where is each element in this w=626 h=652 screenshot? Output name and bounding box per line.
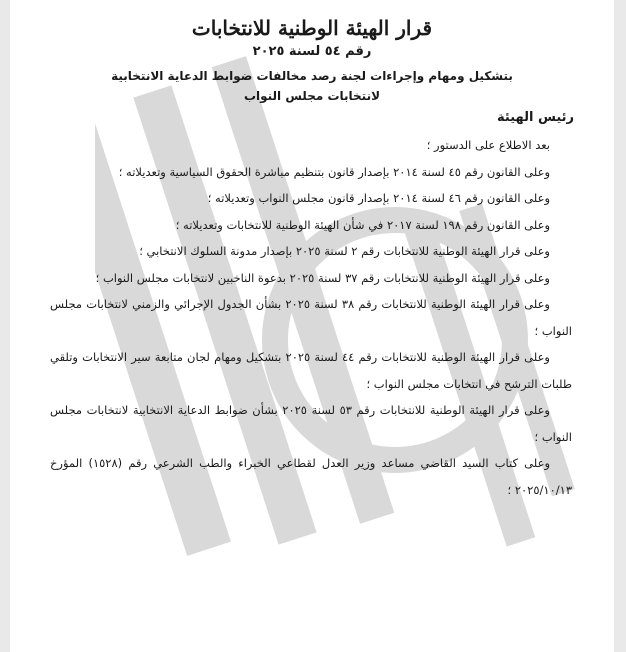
recital-item: وعلى كتاب السيد القاضي مساعد وزير العدل لقطاعي الخبراء والطب الشرعي رقم (١٥٢٨) المؤرخ ٢٠٢٥/١٠/١٣ ؛ — [50, 456, 572, 497]
recital-item: وعلى قرار الهيئة الوطنية للانتخابات رقم ٣٨ لسنة ٢٠٢٥ بشأن الجدول الإجرائي والزمني لانتخابات مجلس النواب ؛ — [50, 297, 572, 338]
subject-line-2: لانتخابات مجلس النواب — [243, 89, 381, 103]
decree-subject — [32, 66, 592, 106]
recital-item: وعلى قرار الهيئة الوطنية للانتخابات رقم ٤٤ لسنة ٢٠٢٥ بتشكيل ومهام لجان متابعة سير الانتخابات وتلقي طلبات الترشح في انتخابات مجلس النواب ؛ — [50, 350, 572, 391]
decree-title: قرار الهيئة الوطنية للانتخابات — [191, 16, 433, 40]
recital-item: وعلى القانون رقم ٤٦ لسنة ٢٠١٤ بإصدار قانون مجلس النواب وتعديلاته ؛ — [207, 191, 550, 205]
recital-item: وعلى القانون رقم ١٩٨ لسنة ٢٠١٧ في شأن الهيئة الوطنية للانتخابات وتعديلاته ؛ — [175, 217, 550, 232]
subject-line-1: بتشكيل ومهام وإجراءات لجنة رصد مخالفات ضوابط الدعاية الانتخابية — [111, 69, 513, 83]
decree-document — [32, 0, 592, 652]
issuer-heading: رئيس الهيئة — [497, 110, 574, 125]
recital-item: وعلى القانون رقم ٤٥ لسنة ٢٠١٤ بإصدار قانون بتنظيم مباشرة الحقوق السياسية وتعديلاته ؛ — [118, 164, 550, 179]
recital-item: وعلى قرار الهيئة الوطنية للانتخابات رقم ٥٣ لسنة ٢٠٢٥ بشأن ضوابط الدعاية الانتخابية لانتخابات مجلس النواب ؛ — [50, 403, 572, 444]
recital-item: بعد الاطلاع على الدستور ؛ — [426, 138, 550, 152]
decree-number: رقم ٥٤ لسنة ٢٠٢٥ — [252, 44, 372, 59]
recital-item: وعلى قرار الهيئة الوطنية للانتخابات رقم ٣٧ لسنة ٢٠٢٥ بدعوة الناخبين لانتخابات مجلس النواب ؛ — [95, 270, 550, 285]
recital-item: وعلى قرار الهيئة الوطنية للانتخابات رقم ٢ لسنة ٢٠٢٥ بإصدار مدونة السلوك الانتخابي ؛ — [139, 244, 550, 258]
recitals-list — [50, 132, 572, 503]
